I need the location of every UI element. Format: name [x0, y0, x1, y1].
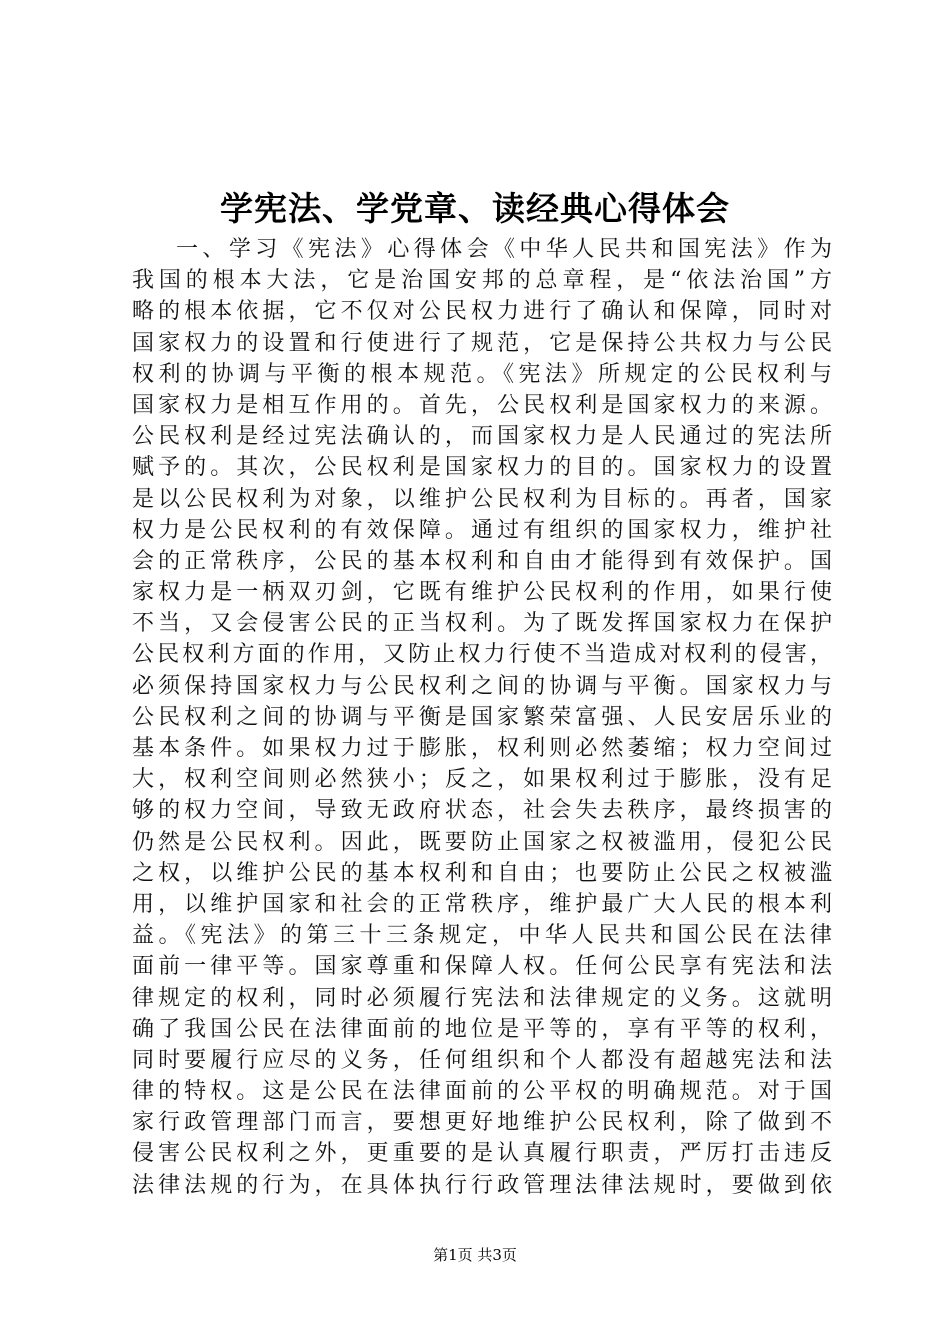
document-body	[132, 234, 832, 1201]
body-line: 法律法规的行为，在具体执行行政管理法律法规时，要做到依	[132, 1172, 832, 1198]
body-line: 权力是公民权利的有效保障。通过有组织的国家权力，维护社	[132, 517, 832, 543]
body-line: 我国的根本大法，它是治国安邦的总章程，是“依法治国”方	[132, 268, 832, 294]
body-line: 略的根本依据，它不仅对公民权力进行了确认和保障，同时对	[132, 299, 832, 325]
body-line: 够的权力空间，导致无政府状态，社会失去秩序，最终损害的	[132, 798, 832, 824]
body-line: 国家权力的设置和行使进行了规范，它是保持公共权力与公民	[132, 330, 832, 356]
body-line: 必须保持国家权力与公民权利之间的协调与平衡。国家权力与	[132, 673, 832, 699]
body-line: 侵害公民权利之外，更重要的是认真履行职责，严厉打击违反	[132, 1141, 832, 1167]
body-line: 同时要履行应尽的义务，任何组织和个人都没有超越宪法和法	[132, 1047, 832, 1073]
body-line: 益。《宪法》的第三十三条规定，中华人民共和国公民在法律	[132, 923, 832, 949]
body-line: 会的正常秩序，公民的基本权利和自由才能得到有效保护。国	[132, 548, 832, 574]
body-line: 律的特权。这是公民在法律面前的公平权的明确规范。对于国	[132, 1079, 832, 1105]
body-line: 公民权利是经过宪法确认的，而国家权力是人民通过的宪法所	[132, 424, 832, 450]
body-line: 权利的协调与平衡的根本规范。《宪法》所规定的公民权利与	[132, 361, 832, 387]
body-line: 赋予的。其次，公民权利是国家权力的目的。国家权力的设置	[132, 455, 832, 481]
body-line: 不当，又会侵害公民的正当权利。为了既发挥国家权力在保护	[132, 611, 832, 637]
body-line: 面前一律平等。国家尊重和保障人权。任何公民享有宪法和法	[132, 954, 832, 980]
body-line: 确了我国公民在法律面前的地位是平等的，享有平等的权利，	[132, 1016, 832, 1042]
page-footer: 第1页 共3页	[433, 1246, 517, 1264]
body-line: 律规定的权利，同时必须履行宪法和法律规定的义务。这就明	[132, 985, 832, 1011]
body-line: 公民权利方面的作用，又防止权力行使不当造成对权利的侵害，	[132, 642, 832, 668]
body-line: 一、学习《宪法》心得体会《中华人民共和国宪法》作为	[176, 237, 832, 262]
body-line: 仍然是公民权利。因此，既要防止国家之权被滥用，侵犯公民	[132, 829, 832, 855]
body-line: 之权，以维护公民的基本权利和自由；也要防止公民之权被滥	[132, 860, 832, 886]
body-line: 公民权利之间的协调与平衡是国家繁荣富强、人民安居乐业的	[132, 704, 832, 730]
body-line: 是以公民权利为对象，以维护公民权利为目标的。再者，国家	[132, 486, 832, 512]
body-line: 大，权利空间则必然狭小；反之，如果权利过于膨胀，没有足	[132, 767, 832, 793]
body-line: 基本条件。如果权力过于膨胀，权利则必然萎缩；权力空间过	[132, 736, 832, 761]
body-line: 家权力是一柄双刃剑，它既有维护公民权利的作用，如果行使	[132, 580, 832, 606]
document-title: 学宪法、学党章、读经典心得体会	[220, 189, 730, 228]
body-line: 国家权力是相互作用的。首先，公民权利是国家权力的来源。	[132, 392, 832, 418]
body-line: 家行政管理部门而言，要想更好地维护公民权利，除了做到不	[132, 1110, 832, 1136]
body-line: 用，以维护国家和社会的正常秩序，维护最广大人民的根本利	[132, 891, 832, 917]
